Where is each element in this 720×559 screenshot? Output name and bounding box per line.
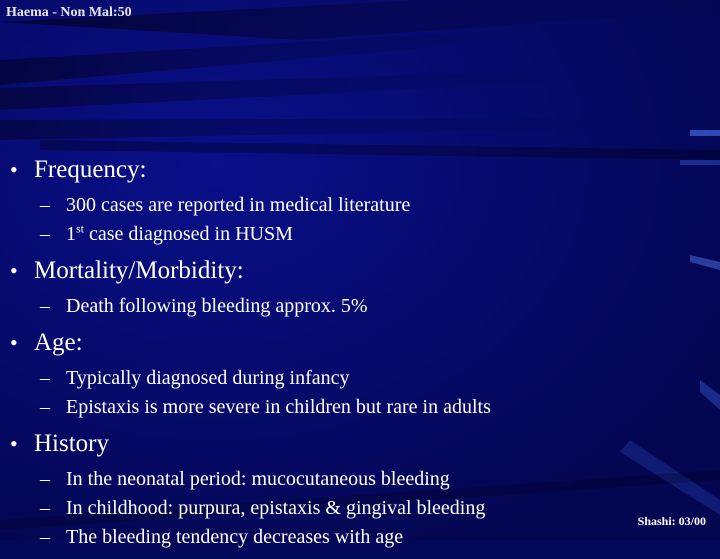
section-frequency: [10, 155, 710, 249]
sub-item-text: Death following bleeding approx. 5%: [66, 295, 368, 317]
sub-item: [40, 465, 710, 494]
bullet-heading: [10, 328, 710, 358]
heading-text: Mortality/Morbidity:: [34, 257, 244, 284]
slide-content: [10, 155, 710, 559]
sub-item-text: Typically diagnosed during infancy: [66, 367, 350, 389]
sub-item: [40, 523, 710, 552]
bullet-dot-icon: •: [10, 258, 18, 283]
dash-icon: –: [40, 295, 50, 317]
bullet-dot-icon: •: [10, 431, 18, 456]
dash-icon: –: [40, 396, 50, 418]
slide-header-title: Haema - Non Mal:50: [6, 5, 132, 20]
dash-icon: –: [40, 497, 50, 519]
bullet-dot-icon: •: [10, 330, 18, 355]
bullet-heading: [10, 256, 710, 286]
heading-text: History: [34, 430, 109, 457]
heading-text: Frequency:: [34, 156, 147, 183]
section-mortality: [10, 256, 710, 321]
section-history: [10, 429, 710, 552]
sub-item-text: Epistaxis is more severe in children but rare in adults: [66, 396, 491, 418]
sub-item-text: In childhood: purpura, epistaxis & gingival bleeding: [66, 497, 486, 519]
sub-item: [40, 220, 710, 249]
dash-icon: –: [40, 223, 50, 245]
sub-item-text: The bleeding tendency decreases with age: [66, 526, 404, 548]
sub-item: [40, 393, 710, 422]
bullet-heading: [10, 429, 710, 459]
sub-item: [40, 494, 710, 523]
dash-icon: –: [40, 194, 50, 216]
sub-item-text: 1st case diagnosed in HUSM: [66, 221, 293, 245]
bullet-heading: [10, 155, 710, 185]
bullet-dot-icon: •: [10, 157, 18, 182]
heading-text: Age:: [34, 329, 83, 356]
dash-icon: –: [40, 526, 50, 548]
dash-icon: –: [40, 468, 50, 490]
sub-item: [40, 191, 710, 220]
superscript: st: [76, 221, 85, 236]
sub-item-text: 300 cases are reported in medical literature: [66, 194, 411, 216]
sub-item-text: In the neonatal period: mucocutaneous bleeding: [66, 468, 450, 490]
sub-item: [40, 292, 710, 321]
footer-credit: Shashi: 03/00: [637, 514, 706, 528]
sub-item: [40, 364, 710, 393]
dash-icon: –: [40, 367, 50, 389]
section-age: [10, 328, 710, 422]
